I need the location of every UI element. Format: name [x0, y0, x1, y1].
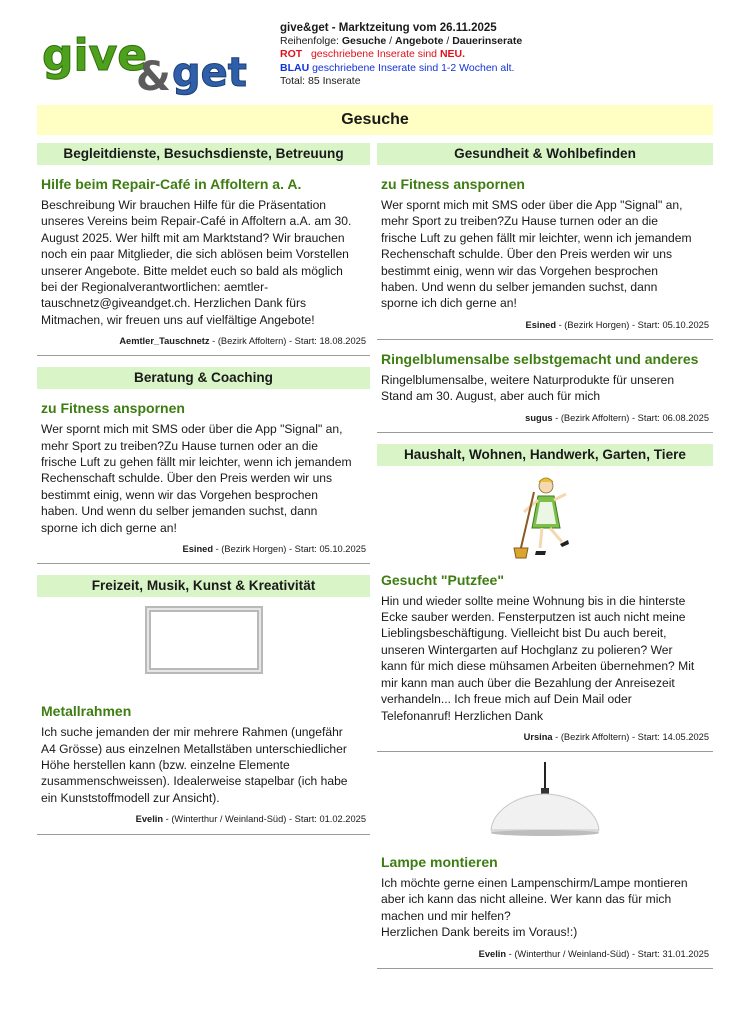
- listing-byline: Esined - (Bezirk Horgen) - Start: 05.10.2025: [525, 319, 709, 330]
- divider: [37, 563, 370, 564]
- listing-byline: sugus - (Bezirk Affoltern) - Start: 06.08.2025: [525, 412, 709, 423]
- author-name[interactable]: Ursina: [523, 731, 553, 742]
- listing-text: Wer spornt mich mit SMS oder über die App "Signal" an, mehr Sport zu treiben?Zu Hause turnen oder an die frische Luft zu gehen fällt mir leichter, wenn ich jemandem Rechenschaft schulde. Über den Preis werden wir uns bestimmt einig, wenn wir das Vorgehen besprochen haben. Und wenn du selber jemanden suchst, dann sporne ich dich gerne an!: [381, 198, 692, 311]
- author-name[interactable]: sugus: [525, 412, 553, 423]
- total-count: Total: 85 Inserate: [280, 74, 361, 87]
- newspaper-title: give&get - Marktzeitung vom 26.11.2025: [280, 22, 497, 34]
- listing-text: Wer spornt mich mit SMS oder über die App "Signal" an, mehr Sport zu treiben?Zu Hause turnen oder an die frische Luft zu gehen fällt mir leichter, wenn ich jemandem Rechenschaft schulde. Über den Preis werden wir uns bestimmt einig, wenn wir das Vorgehen besprochen haben. Und wenn du selber jemanden suchst, dann sporne ich dich gerne an!: [41, 422, 352, 535]
- order-line: Reihenfolge: Gesuche / Angebote / Dauerinserate: [280, 35, 523, 48]
- listing: [37, 176, 370, 328]
- listing: [377, 351, 713, 405]
- listing-title[interactable]: Lampe montieren: [381, 853, 498, 870]
- metal-frame-image: [144, 605, 264, 677]
- author-name[interactable]: Aemtler_Tauschnetz: [119, 336, 210, 347]
- section-banner: Gesuche: [37, 105, 713, 135]
- category-header: Gesundheit & Wohlbefinden: [377, 143, 713, 165]
- listing: [37, 400, 370, 536]
- listing-byline: Esined - (Bezirk Horgen) - Start: 05.10.2025: [182, 544, 366, 555]
- listing-text: Ich suche jemanden der mir mehrere Rahmen (ungefähr A4 Grösse) aus einzelnen Metallstäben unterschiedlicher Höhe herstellen kann (bzw. einzelne Elemente zusammenschweissen). Idealerweise stapelbar (ich habe ein Kunststoffmodell zur Ansicht).: [41, 725, 348, 805]
- left-column: [37, 143, 370, 835]
- header-info: [280, 22, 522, 88]
- divider: [377, 432, 713, 433]
- listing-title[interactable]: Metallrahmen: [41, 703, 132, 720]
- legend-blue: BLAU geschriebene Inserate sind 1-2 Wochen alt.: [280, 61, 515, 74]
- listing-byline: Evelin - (Winterthur / Weinland-Süd) - Start: 01.02.2025: [135, 814, 366, 825]
- listing-byline: Ursina - (Bezirk Affoltern) - Start: 14.05.2025: [523, 731, 709, 742]
- listing-text: Beschreibung Wir brauchen Hilfe für die Präsentation unseres Vereins beim Repair-Café in Affoltern a.A. am 30. August 2025. Wer hilft mit am Marktstand? Wir brauchen noch ein paar Mitglieder, die sich ablösen beim Vorstellen unserer Angebote. Bitte meldet euch so bald als möglich bei der Regionalverantwortlichen: aemtler- tauschnetz@giveandget.ch. Herzlichen Dank fürs Mitmachen, wir freuen uns auf vielfältige Angebote!: [41, 198, 352, 327]
- listing-image-frame: [37, 605, 370, 677]
- listing-image-frame: [377, 472, 713, 562]
- divider: [37, 834, 370, 835]
- give-and-get-logo: [40, 28, 252, 100]
- listing-text: Ringelblumensalbe, weitere Naturprodukte für unseren Stand am 30. August, aber auch für mich: [381, 372, 675, 404]
- listing: [377, 572, 713, 724]
- listing-title[interactable]: Hilfe beim Repair-Café in Affoltern a. A.: [41, 176, 302, 192]
- listing: [377, 176, 713, 312]
- pendant-lamp-image: [485, 762, 605, 840]
- category-header: Beratung & Coaching: [37, 367, 370, 389]
- category-header: Freizeit, Musik, Kunst & Kreativität: [37, 575, 370, 597]
- listing: [37, 703, 370, 806]
- listing-title[interactable]: Ringelblumensalbe selbstgemacht und anderes: [381, 350, 699, 367]
- right-column: [377, 143, 713, 969]
- listing-text: Ich möchte gerne einen Lampenschirm/Lampe montieren aber ich kann das nicht alleine. Wer kann das für mich machen und mir helfen? Herzlichen Dank bereits im Voraus!:): [381, 875, 688, 940]
- divider: [37, 355, 370, 356]
- author-name[interactable]: Evelin: [135, 814, 164, 825]
- svg-text:&: &: [136, 54, 171, 100]
- listing-title[interactable]: Gesucht "Putzfee": [381, 571, 504, 588]
- category-header: Begleitdienste, Besuchsdienste, Betreuung: [37, 143, 370, 165]
- category-header: Haushalt, Wohnen, Handwerk, Garten, Tiere: [377, 444, 713, 466]
- author-name[interactable]: Esined: [182, 544, 213, 555]
- cleaning-fairy-image: [512, 472, 578, 562]
- divider: [377, 751, 713, 752]
- svg-text:get: get: [172, 50, 247, 96]
- legend-red: ROT geschriebene Inserate sind NEU.: [280, 48, 466, 61]
- listing: [377, 854, 713, 941]
- listing-image-frame: [377, 762, 713, 840]
- svg-text:give: give: [42, 30, 148, 81]
- listing-text: Hin und wieder sollte meine Wohnung bis in die hinterste Ecke sauber werden. Fensterputzen ist auch nicht meine Lieblingsbeschäftigung. Vielleicht bist Du auch bereit, unseren Wintergarten auf Hochglanz zu polieren? Wer kann für mich diese mühsamen Arbeiten übernehmen? Mit mir kann man auch über die Bezahlung der Anreisezeit verhandeln... Ich freue mich auf Dein Mail oder Telefonanruf! Herzlichen Dank: [381, 593, 695, 723]
- author-name[interactable]: Esined: [525, 319, 556, 330]
- divider: [377, 968, 713, 969]
- listing-byline: Evelin - (Winterthur / Weinland-Süd) - Start: 31.01.2025: [478, 948, 709, 959]
- listing-title[interactable]: zu Fitness anspornen: [381, 176, 525, 192]
- listing-title[interactable]: zu Fitness anspornen: [41, 400, 185, 417]
- divider: [377, 339, 713, 340]
- listing-byline: Aemtler_Tauschnetz - (Bezirk Affoltern) - Start: 18.08.2025: [119, 336, 366, 347]
- author-name[interactable]: Evelin: [478, 948, 507, 959]
